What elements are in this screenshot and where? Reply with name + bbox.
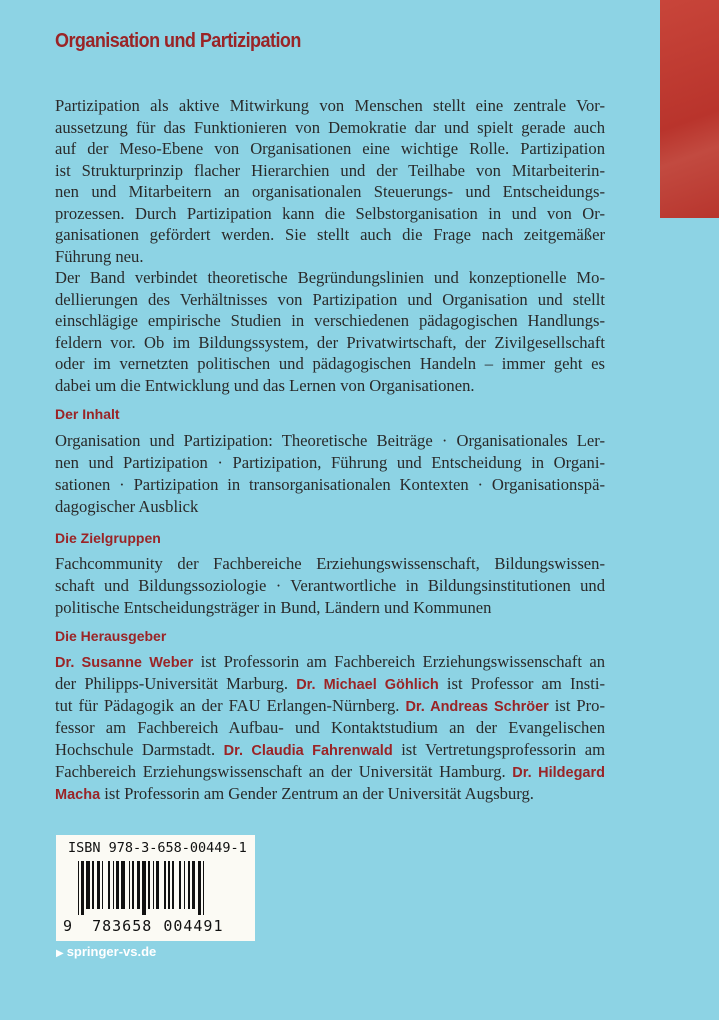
barcode-bar	[121, 861, 125, 909]
barcode-bar	[156, 861, 159, 909]
text-segment: fessor am Fachbereich Aufbau- und Kontaktstudium an der Evangelischen	[55, 718, 605, 737]
barcode-bar	[148, 861, 149, 909]
zielgruppen-text	[55, 553, 605, 619]
red-cover-tab	[660, 0, 719, 218]
barcode-bar	[92, 861, 93, 909]
text-line	[55, 739, 605, 761]
herausgeber-heading: Die Herausgeber	[55, 628, 167, 644]
barcode-bar	[168, 861, 171, 909]
isbn-barcode	[56, 835, 255, 941]
text-segment: ist Professorin am Fachbereich Erziehungswissenschaft an	[193, 652, 605, 671]
publisher-website-link[interactable]	[56, 944, 156, 959]
barcode-bar	[153, 861, 154, 909]
inhalt-text	[55, 430, 605, 518]
text-line	[55, 673, 605, 695]
text-line: dagogischer Ausblick	[55, 497, 199, 516]
barcode-digits	[62, 917, 225, 935]
barcode-bar	[81, 861, 84, 915]
barcode-bar	[116, 861, 119, 909]
barcode-bar	[203, 861, 204, 915]
text-line: sationen · Partizipation in transorganisationalen Kontexten · Organisationspä-	[55, 475, 605, 494]
text-line: feldern vor. Ob im Bildungssystem, der Privatwirtschaft, der Zivilgesellschaft	[55, 332, 605, 352]
barcode-digit-lead: 9	[63, 917, 73, 935]
text-line: dellierungen des Verhältnisses von Partizipation und Organisation und stellt	[55, 289, 605, 309]
website-label: springer-vs.de	[66, 944, 157, 959]
text-segment: Hochschule Darmstadt.	[55, 740, 224, 759]
text-line: ganisationen gefördert werden. Sie stellt auch die Frage nach zeitgemäßer	[55, 225, 605, 244]
barcode-bar	[137, 861, 140, 909]
text-line: schaft und Bildungssoziologie · Verantwortliche in Bildungsinstitutionen und	[55, 576, 605, 595]
barcode-bar	[188, 861, 189, 909]
arrow-right-icon: ▶	[56, 948, 64, 959]
text-line	[55, 761, 605, 783]
text-line	[55, 651, 605, 673]
barcode-digits-left: 783658	[92, 917, 153, 935]
editor-name: Dr. Susanne Weber	[55, 655, 194, 671]
text-line: nen und Partizipation · Partizipation, Führung und Entscheidung in Organi-	[55, 453, 605, 472]
herausgeber-text	[55, 651, 605, 805]
text-line: auf der Meso-Ebene von Organisationen eine wichtige Rolle. Partizipation	[55, 139, 605, 158]
text-line: politische Entscheidungsträger in Bund, Ländern und Kommunen	[55, 598, 492, 617]
barcode-bar	[108, 861, 109, 909]
barcode-bar	[179, 861, 182, 909]
text-segment: tut für Pädagogik an der FAU Erlangen-Nürnberg.	[55, 696, 406, 715]
barcode-bar	[172, 861, 173, 909]
editor-name: Dr. Michael Göhlich	[296, 677, 439, 693]
text-line: Führung neu.	[55, 246, 144, 266]
barcode-bar	[129, 861, 130, 909]
text-line: dabei um die Entwicklung und das Lernen von Organisationen.	[55, 375, 475, 395]
editor-name: Macha	[55, 787, 101, 803]
text-line: prozessen. Durch Partizipation kann die Selbstorganisation in und von Or-	[55, 203, 605, 223]
barcode-bars	[78, 861, 243, 913]
text-segment: ist Vertretungsprofessorin am	[392, 740, 606, 759]
text-line	[55, 695, 605, 717]
book-title: Organisation und Partizipation	[55, 30, 301, 52]
text-line: Fachcommunity der Fachbereiche Erziehungswissenschaft, Bildungswissen-	[55, 554, 605, 573]
text-segment: ist Professorin am Gender Zentrum an der Universität Augsburg.	[100, 784, 534, 803]
text-line: Partizipation als aktive Mitwirkung von Menschen stellt eine zentrale Vor-	[55, 96, 605, 115]
text-line: ist Strukturprinzip flacher Hierarchien und der Teilhabe von Mitarbeiterin-	[55, 160, 605, 180]
text-segment: ist Professor am Insti-	[438, 674, 605, 693]
text-segment: ist Pro-	[548, 696, 605, 715]
text-segment: der Philipps-Universität Marburg.	[55, 674, 297, 693]
barcode-digits-right: 004491	[163, 917, 224, 935]
barcode-bar	[102, 861, 103, 909]
barcode-bar	[192, 861, 196, 909]
barcode-bar	[184, 861, 185, 909]
zielgruppen-heading: Die Zielgruppen	[55, 530, 161, 546]
blurb-text	[55, 95, 605, 396]
text-segment: Fachbereich Erziehungswissenschaft an der Universität Hamburg.	[55, 762, 513, 781]
isbn-number: ISBN 978-3-658-00449-1	[68, 840, 247, 856]
barcode-bar	[86, 861, 90, 909]
text-line: aussetzung für das Funktionieren von Demokratie dar und spielt gerade auch	[55, 117, 605, 137]
editor-name: Dr. Claudia Fahrenwald	[223, 743, 393, 759]
text-line: einschlägige empirische Studien in verschiedenen pädagogischen Handlungs-	[55, 311, 605, 330]
barcode-bar	[113, 861, 114, 909]
text-line	[55, 717, 605, 739]
barcode-bar	[97, 861, 100, 909]
inhalt-heading: Der Inhalt	[55, 406, 120, 422]
text-line: Organisation und Partizipation: Theoretische Beiträge · Organisationales Ler-	[55, 431, 605, 450]
barcode-bar	[78, 861, 79, 915]
editor-name: Dr. Andreas Schröer	[405, 699, 549, 715]
text-line: oder im vernetzten politischen und pädagogischen Handeln – immer geht es	[55, 354, 605, 373]
barcode-bar	[164, 861, 165, 909]
barcode-bar	[198, 861, 201, 915]
barcode-bar	[132, 861, 133, 909]
text-line: Der Band verbindet theoretische Begründungslinien und konzeptionelle Mo-	[55, 268, 605, 287]
editor-name: Dr. Hildegard	[512, 765, 606, 781]
text-line	[55, 783, 605, 805]
barcode-bar	[142, 861, 146, 915]
text-line: nen und Mitarbeitern an organisationalen Steuerungs- und Entscheidungs-	[55, 182, 605, 201]
